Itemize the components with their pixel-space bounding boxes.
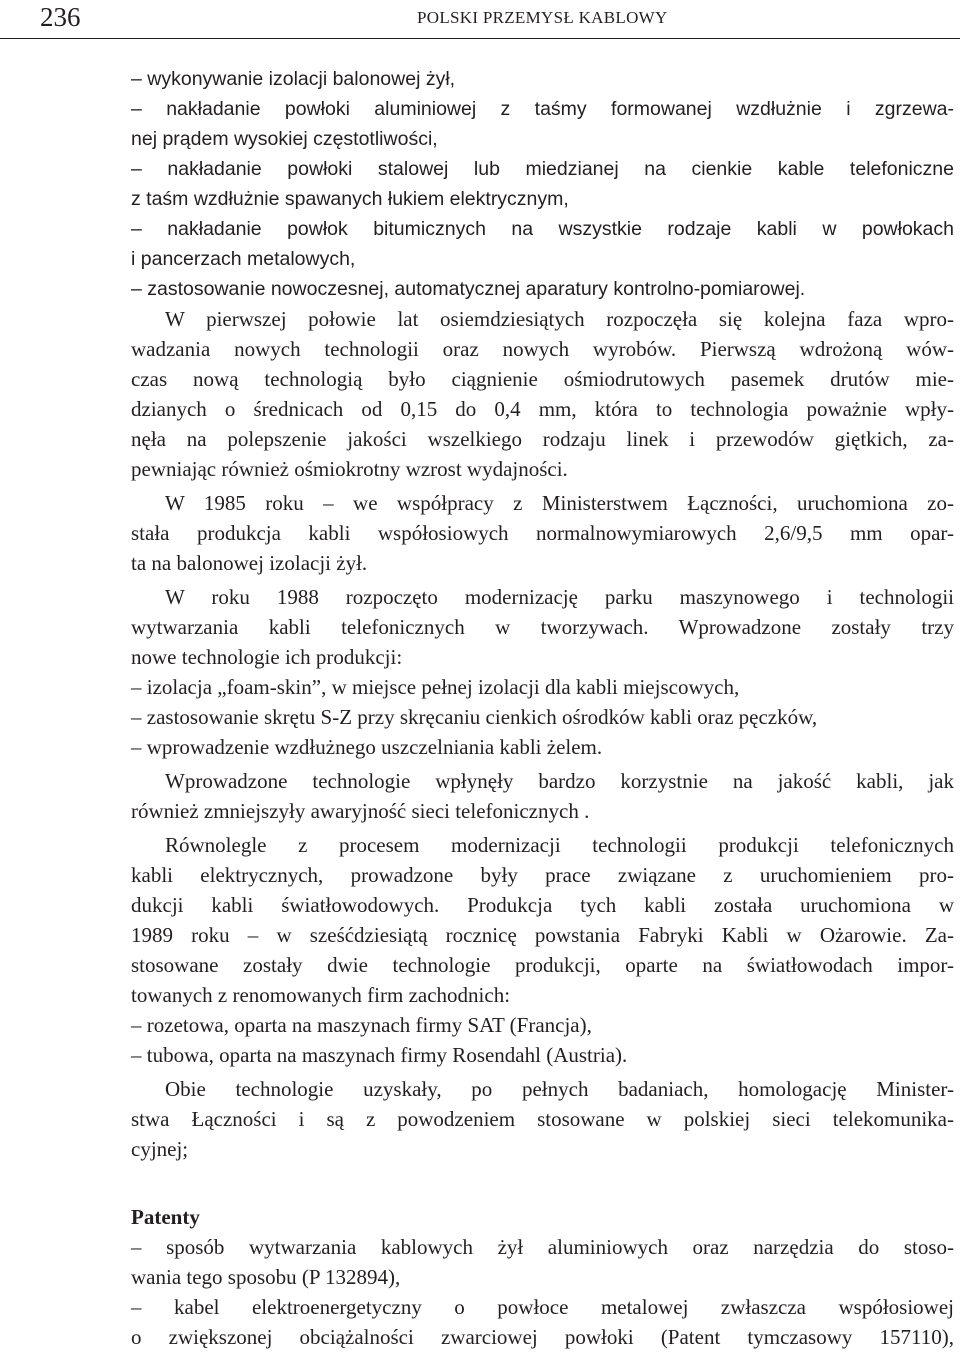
body-text [131, 64, 954, 1352]
paragraph-line: Równolegle z procesem modernizacji technologii produkcji telefonicznych [165, 833, 954, 857]
text-line: wania tego sposobu (P 132894), [131, 1265, 401, 1289]
list-item: – rozetowa, oparta na maszynach firmy SAT (Francja), [131, 1013, 592, 1037]
text-line: z taśm wzdłużnie spawanych łukiem elektrycznym, [131, 188, 569, 210]
paragraph-line: czas nową technologią było ciągnienie ośmiodrutowych pasemek drutów mie- [131, 367, 954, 391]
paragraph-line: ta na balonowej izolacji żył. [131, 551, 368, 575]
list-item: – sposób wytwarzania kablowych żył aluminiowych oraz narzędzia do stoso- [131, 1235, 954, 1259]
list-item: – zastosowanie skrętu S-Z przy skręcaniu cienkich ośrodków kabli oraz pęczków, [131, 705, 818, 729]
paragraph-line: dukcji kabli światłowodowych. Produkcja tych kabli została uruchomiona w [131, 893, 954, 917]
list-item: – wykonywanie izolacji balonowej żył, [131, 68, 456, 90]
paragraph-line: W pierwszej połowie lat osiemdziesiątych rozpoczęła się kolejna faza wpro- [165, 307, 954, 331]
paragraph-line: stała produkcja kabli współosiowych normalnowymiarowych 2,6/9,5 mm opar- [131, 521, 954, 545]
section-heading: Patenty [131, 1205, 200, 1229]
paragraph-line: Wprowadzone technologie wpłynęły bardzo korzystnie na jakość kabli, jak [165, 769, 954, 793]
paragraph-line: towanych z renomowanych firm zachodnich: [131, 983, 511, 1007]
paragraph-line: Obie technologie uzyskały, po pełnych badaniach, homologację Minister- [165, 1077, 954, 1101]
list-item: – wprowadzenie wzdłużnego uszczelniania kabli żelem. [131, 735, 603, 759]
paragraph-line: 1989 roku – w sześćdziesiątą rocznicę powstania Fabryki Kabli w Ożarowie. Za- [131, 923, 954, 947]
running-header [0, 0, 960, 40]
paragraph-line: stwa Łączności i są z powodzeniem stosowane w polskiej sieci telekomunika- [131, 1107, 954, 1131]
list-item: – tubowa, oparta na maszynach firmy Rosendahl (Austria). [131, 1043, 628, 1067]
text-line: o zwiększonej obciążalności zwarciowej powłoki (Patent tymczasowy 157110), [131, 1325, 954, 1349]
paragraph-line: dzianych o średnicach od 0,15 do 0,4 mm, która to technologia poważnie wpły- [131, 397, 954, 421]
list-item: – kabel elektroenergetyczny o powłoce metalowej zwłaszcza współosiowej [131, 1295, 954, 1319]
paragraph-line: cyjnej; [131, 1137, 189, 1161]
paragraph-line: W roku 1988 rozpoczęto modernizację parku maszynowego i technologii [165, 585, 954, 609]
paragraph-line: pewniając również ośmiokrotny wzrost wydajności. [131, 457, 568, 481]
paragraph-line: stosowane zostały dwie technologie produkcji, oparte na światłowodach impor- [131, 953, 954, 977]
list-item: – nakładanie powłoki aluminiowej z taśmy formowanej wzdłużnie i zgrzewa- [131, 98, 954, 120]
list-item: – izolacja „foam-skin”, w miejsce pełnej izolacji dla kabli miejscowych, [131, 675, 740, 699]
paragraph-line: wytwarzania kabli telefonicznych w tworzywach. Wprowadzone zostały trzy [131, 615, 954, 639]
list-item: – nakładanie powłok bitumicznych na wszystkie rodzaje kabli w powłokach [131, 218, 954, 240]
paragraph-line: nowe technologie ich produkcji: [131, 645, 403, 669]
text-line: nej prądem wysokiej częstotliwości, [131, 128, 438, 150]
running-title: POLSKI PRZEMYSŁ KABLOWY [417, 8, 668, 27]
list-item: – zastosowanie nowoczesnej, automatycznej aparatury kontrolno-pomiarowej. [131, 278, 806, 300]
paragraph-line: również zmniejszyły awaryjność sieci telefonicznych . [131, 799, 590, 823]
page-number: 236 [40, 2, 81, 32]
list-item: – nakładanie powłoki stalowej lub miedzianej na cienkie kable telefoniczne [131, 158, 954, 180]
header-rule [0, 38, 960, 39]
paragraph-line: wadzania nowych technologii oraz nowych wyrobów. Pierwszą wdrożoną wów- [131, 337, 954, 361]
paragraph-line: W 1985 roku – we współpracy z Ministerstwem Łączności, uruchomiona zo- [165, 491, 954, 515]
paragraph-line: kabli elektrycznych, prowadzone były prace związane z uruchomieniem pro- [131, 863, 954, 887]
text-line: i pancerzach metalowych, [131, 248, 356, 270]
paragraph-line: nęła na polepszenie jakości wszelkiego rodzaju linek i przewodów giętkich, za- [131, 427, 954, 451]
